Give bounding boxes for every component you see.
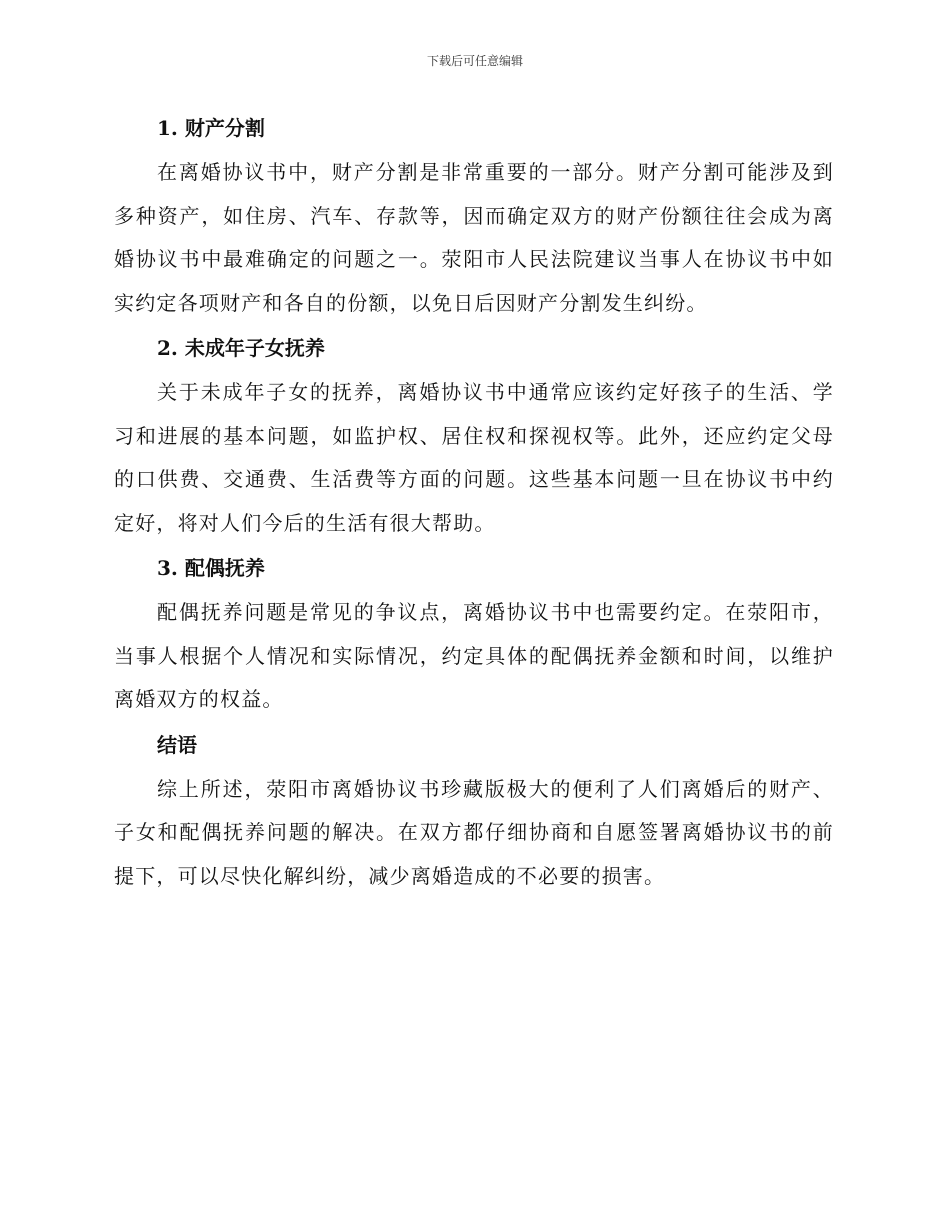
section-heading: 结语 — [157, 732, 197, 757]
section-property-division — [114, 110, 834, 330]
section-conclusion — [114, 727, 834, 899]
section-heading: 2. 未成年子女抚养 — [157, 336, 325, 360]
section-paragraph: 在离婚协议书中，财产分割是非常重要的一部分。财产分割可能涉及到多种资产，如住房、汽车、存款等，因而确定双方的财产份额往往会成为离婚协议书中最难确定的问题之一。荥阳市人民法院建议当事人在协议书中如实约定各项财产和各自的份额，以免日后因财产分割发生纠纷。 — [114, 160, 834, 315]
section-child-custody — [114, 330, 834, 550]
section-heading: 3. 配偶抚养 — [157, 556, 265, 580]
section-paragraph: 配偶抚养问题是常见的争议点，离婚协议书中也需要约定。在荥阳市，当事人根据个人情况和实际情况，约定具体的配偶抚养金额和时间，以维护离婚双方的权益。 — [114, 600, 834, 711]
section-paragraph: 综上所述，荥阳市离婚协议书珍藏版极大的便利了人们离婚后的财产、子女和配偶抚养问题的解决。在双方都仔细协商和自愿签署离婚协议书的前提下，可以尽快化解纠纷，减少离婚造成的不必要的损害。 — [114, 776, 834, 888]
section-spousal-support — [114, 550, 834, 727]
document-body — [114, 110, 834, 898]
page-header: 下载后可任意编辑 — [426, 54, 523, 68]
section-heading: 1. 财产分割 — [157, 116, 265, 140]
section-paragraph: 关于未成年子女的抚养，离婚协议书中通常应该约定好孩子的生活、学习和进展的基本问题，如监护权、居住权和探视权等。此外，还应约定父母的口供费、交通费、生活费等方面的问题。这些基本问题一旦在协议书中约定好，将对人们今后的生活有很大帮助。 — [114, 380, 834, 535]
